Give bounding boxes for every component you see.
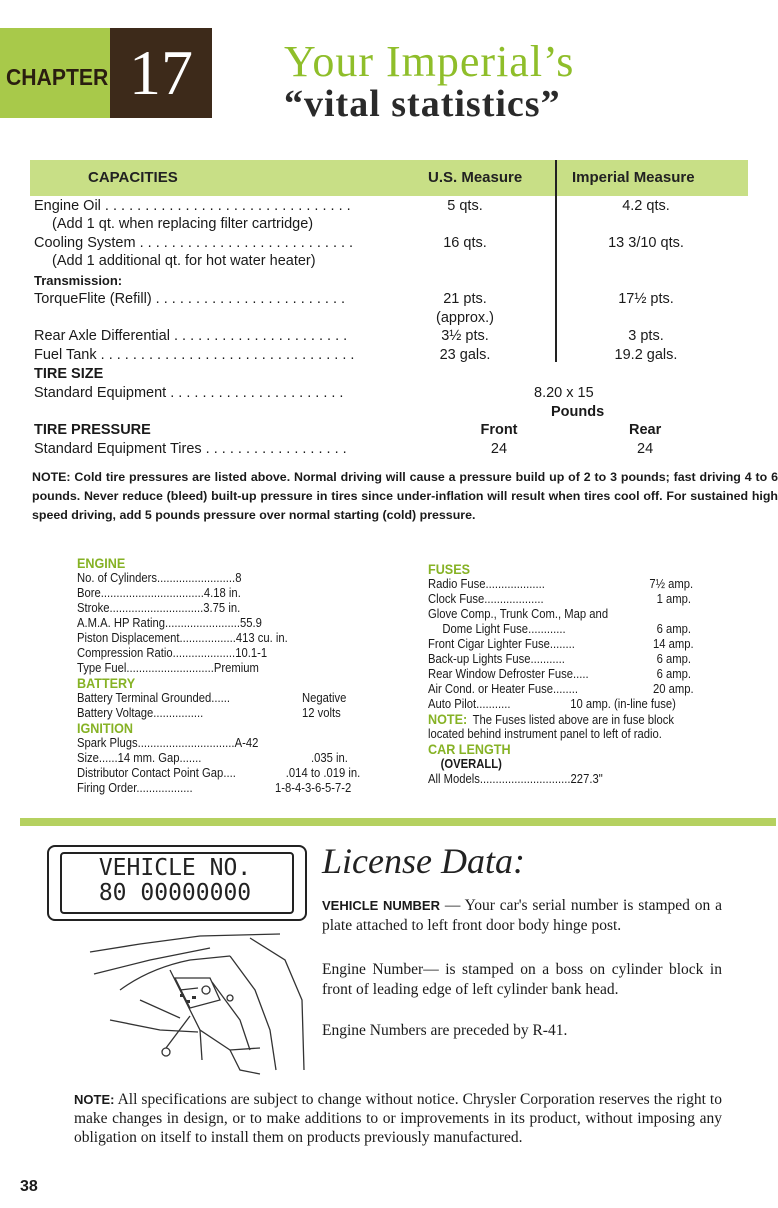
chapter-label: CHAPTER	[6, 64, 109, 90]
rear-axle-imp: 3 pts.	[628, 328, 664, 344]
radio-fuse-row: Radio Fuse................... 7½ amp.	[428, 577, 694, 591]
fuse-specs	[428, 562, 694, 787]
engine-number-text: Engine Number— is stamped on a boss on cylinder block in front of leading edge of left cylinder bank head.	[322, 961, 722, 998]
header-capacities: CAPACITIES	[88, 169, 178, 186]
engine-oil-us: 5 qts.	[447, 198, 483, 214]
cylinders-row: No. of Cylinders.........................8	[77, 571, 242, 585]
glove-fuse-row: Glove Comp., Trunk Com., Map and	[428, 607, 609, 621]
rear-value: 24	[637, 441, 654, 457]
torqueflite-label: TorqueFlite (Refill) . . . . . . . . . . . . . . . . . . . . . . . .	[34, 291, 346, 307]
engine-heading: ENGINE	[77, 555, 126, 571]
bore-row: Bore.................................4.18 in.	[77, 586, 241, 600]
header-imperial-measure: Imperial Measure	[572, 169, 695, 186]
vehicle-number-text: VEHICLE NUMBER — Your car's serial number is stamped on a plate attached to left front door body hinge post.	[322, 897, 722, 934]
cooling-label: Cooling System . . . . . . . . . . . . . . . . . . . . . . . . . . .	[34, 235, 354, 251]
page-title: Your Imperial’s	[284, 37, 575, 86]
dome-fuse-row: Dome Light Fuse............ 6 amp.	[442, 622, 691, 636]
section-divider	[20, 818, 776, 826]
header-us-measure: U.S. Measure	[428, 169, 523, 186]
torqueflite-us: 21 pts.	[443, 291, 487, 307]
std-equipment-label: Standard Equipment . . . . . . . . . . . . . . . . . . . . . .	[34, 385, 344, 401]
plug-size-row: Size......14 mm. Gap....... .035 in.	[77, 751, 348, 765]
ignition-heading: IGNITION	[77, 720, 134, 736]
torqueflite-imp: 17½ pts.	[618, 291, 674, 307]
battery-ground-row: Battery Terminal Grounded...... Negative	[77, 691, 347, 705]
tire-size-value: 8.20 x 15	[534, 385, 594, 401]
defrost-fuse-row: Rear Window Defroster Fuse..... 6 amp.	[428, 667, 691, 681]
battery-heading: BATTERY	[77, 675, 136, 691]
fuel-tank-label: Fuel Tank . . . . . . . . . . . . . . . . . . . . . . . . . . . . . . . .	[34, 347, 355, 363]
firing-order-row: Firing Order.................. 1-8-4-3-6-5-7-2	[77, 781, 352, 795]
backup-fuse-row: Back-up Lights Fuse........... 6 amp.	[428, 652, 691, 666]
license-title: License Data:	[322, 841, 525, 881]
battery-voltage-row: Battery Voltage................ 12 volts	[77, 706, 341, 720]
stroke-row: Stroke..............................3.75 in.	[77, 601, 241, 615]
fuse-note-row-2: located behind instrument panel to left of radio.	[428, 727, 662, 741]
autopilot-fuse-row: Auto Pilot........... 10 amp. (in-line fuse)	[428, 697, 676, 711]
std-tires-label: Standard Equipment Tires . . . . . . . . . . . . . . . . . .	[34, 441, 347, 457]
displacement-row: Piston Displacement..................413 cu. in.	[77, 631, 288, 645]
engine-oil-imp: 4.2 qts.	[622, 198, 670, 214]
pounds-label: Pounds	[551, 404, 605, 420]
aircond-fuse-row: Air Cond. or Heater Fuse........ 20 amp.	[428, 682, 694, 696]
torqueflite-us-approx: (approx.)	[435, 310, 495, 326]
engine-oil-label: Engine Oil . . . . . . . . . . . . . . . . . . . . . . . . . . . . . . .	[34, 198, 351, 214]
tire-pressure-heading: TIRE PRESSURE	[34, 422, 151, 438]
plate-number: 80 00000000	[98, 880, 252, 906]
cooling-imp: 13 3/10 qts.	[608, 235, 684, 251]
spark-plugs-row: Spark Plugs...............................A-42	[77, 736, 259, 750]
overall-label: (OVERALL)	[440, 757, 502, 771]
compression-row: Compression Ratio....................10.1-1	[77, 646, 268, 660]
front-label: Front	[480, 422, 518, 438]
engine-oil-note: (Add 1 qt. when replacing filter cartridge)	[52, 216, 314, 232]
fuse-note-row: NOTE: The Fuses listed above are in fuse block	[428, 711, 674, 727]
fuel-type-row: Type Fuel............................Premium	[77, 661, 259, 675]
transmission-label: Transmission:	[34, 273, 123, 288]
rear-label: Rear	[629, 422, 662, 438]
chapter-number: 17	[110, 28, 212, 118]
front-value: 24	[490, 441, 508, 457]
cooling-note: (Add 1 additional qt. for hot water heater)	[52, 253, 316, 269]
door-hinge-illustration	[80, 930, 310, 1080]
contact-gap-row: Distributor Contact Point Gap.... .014 to .019 in.	[77, 766, 361, 780]
tire-note: NOTE: Cold tire pressures are listed above. Normal driving will cause a pressure build up of 2 to 3 pounds; fast driving 4 to 6 pounds. Never reduce (bleed) built-up pressure in tires since under-inflation will result when tires cool off. For sustained high speed driving, add 5 pounds pressure over normal starting (cold) pressure.	[32, 470, 778, 522]
rear-axle-label: Rear Axle Differential . . . . . . . . . . . . . . . . . . . . . .	[34, 328, 348, 344]
rear-axle-us: 3½ pts.	[441, 328, 489, 344]
engine-prefix-text: Engine Numbers are preceded by R-41.	[322, 1022, 568, 1039]
engine-specs	[77, 556, 360, 796]
capacities-header	[30, 160, 748, 196]
car-length-heading: CAR LENGTH	[428, 741, 511, 757]
fuel-tank-us: 23 gals.	[439, 347, 491, 363]
fuses-heading: FUSES	[428, 561, 471, 577]
all-models-row: All Models.............................227.3"	[428, 772, 603, 786]
cigar-fuse-row: Front Cigar Lighter Fuse........ 14 amp.	[428, 637, 694, 651]
cooling-us: 16 qts.	[443, 235, 487, 251]
page-subtitle: “vital statistics”	[284, 83, 561, 125]
tire-size-heading: TIRE SIZE	[34, 366, 104, 382]
hp-row: A.M.A. HP Rating........................55.9	[77, 616, 262, 630]
clock-fuse-row: Clock Fuse................... 1 amp.	[428, 592, 691, 606]
plate-heading: VEHICLE NO.	[98, 855, 252, 881]
disclaimer-note: NOTE: All specifications are subject to change without notice. Chrysler Corporation reserves the right to make changes in design, or to make additions to or improvements in its product, without imposing any obligation on itself to install them on products previously manufactured.	[74, 1091, 722, 1146]
fuel-tank-imp: 19.2 gals.	[614, 347, 678, 363]
page-number: 38	[20, 1178, 38, 1195]
